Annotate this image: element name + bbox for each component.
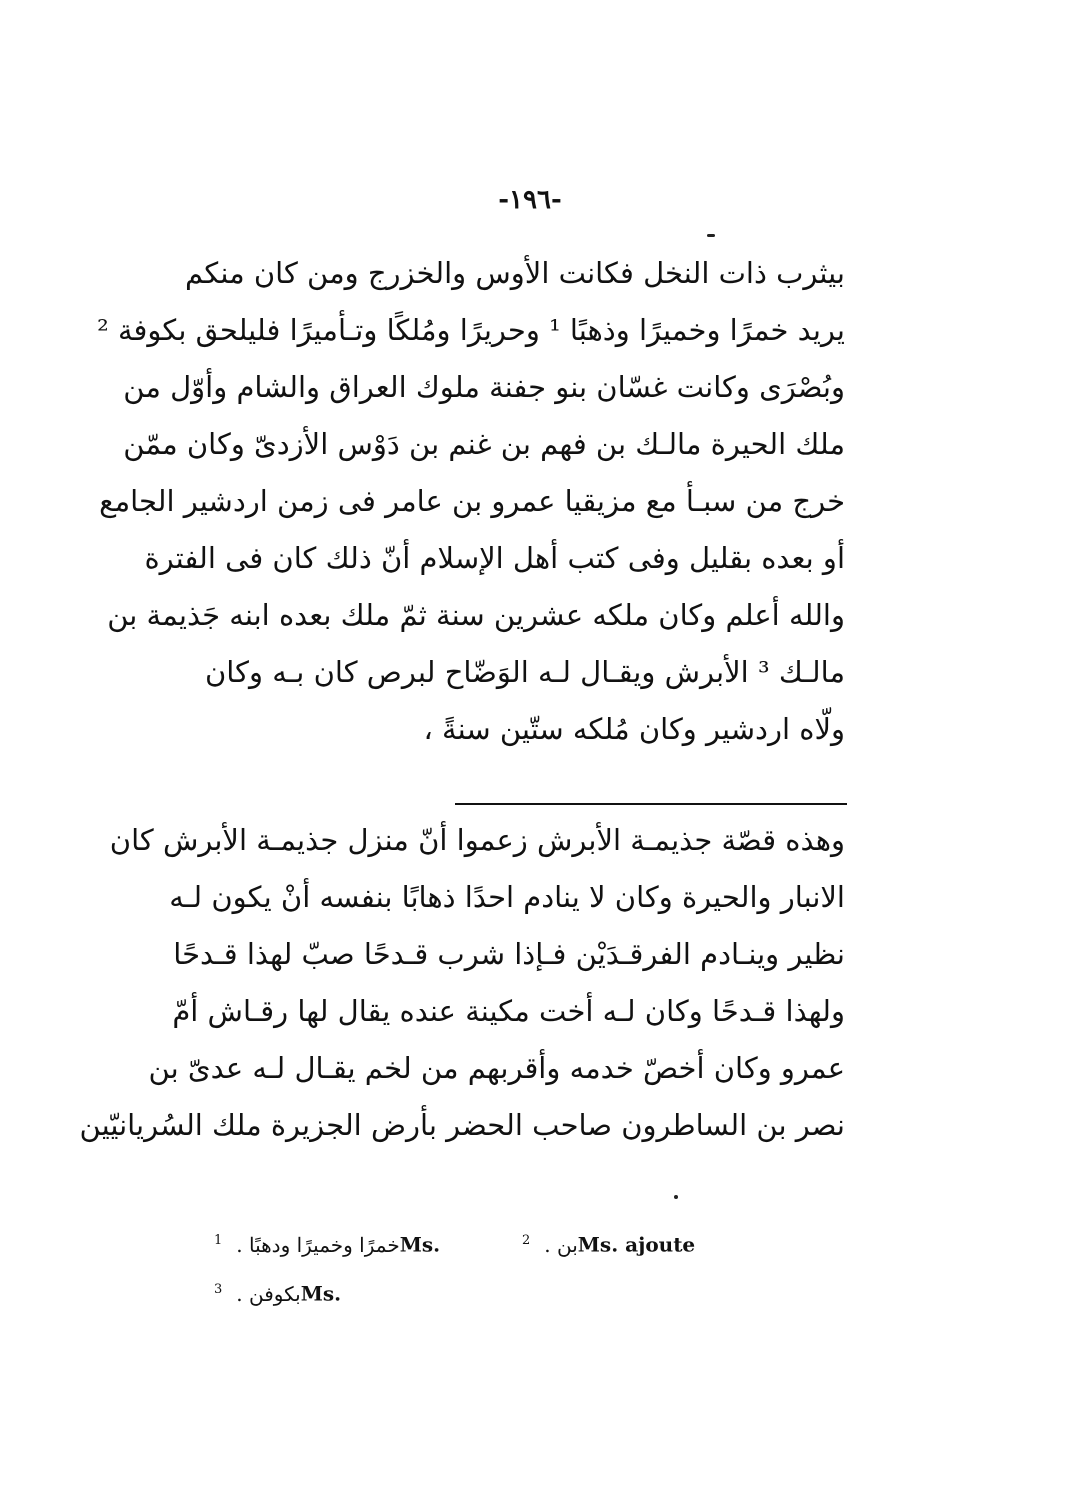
text-line: مالـك ³ الأبرش ويقـال لـه الوَضّاح لبرص كان بـه وكان [205, 655, 845, 689]
text-line: عمرو وكان أخصّ خدمه وأقربهم من لخم يقـال لـه عدىّ بن [148, 1051, 845, 1085]
footnote-1 [214, 1227, 440, 1259]
text-line: وهذه قصّة جذيمـة الأبرش زعموا أنّ منزل جذيمـة الأبرش كان [109, 823, 845, 857]
footnote-marker: 3 [214, 1282, 223, 1297]
footnote-2 [522, 1227, 695, 1259]
text-line: والله أعلم وكان ملكه عشرين سنة ثمّ ملك بعده ابنه جَذيمة بن [107, 598, 845, 632]
text-line: وبُصْرَى وكانت غسّان بنو جفنة ملوك العراق والشام وأوّل من [123, 370, 845, 404]
footnote-arabic: بن . [544, 1232, 578, 1257]
text-line: أو بعده بقليل وفى كتب أهل الإسلام أنّ ذلك كان فى الفترة [144, 541, 845, 575]
footnote-3 [214, 1276, 341, 1308]
text-line: يريد خمرًا وخميرًا وذهبًا ¹ وحريرًا ومُلكًا وتـأميرًا فليلحق بكوفة ² [97, 313, 845, 347]
footnote-ms-label: Ms. [399, 1232, 441, 1257]
footnote-marker: 2 [522, 1233, 531, 1248]
text-line: ولّاه اردشير وكان مُلكه ستّين سنةً ، [423, 712, 845, 746]
footnote-arabic: خمرًا وخميرًا ودهبًا . [236, 1232, 400, 1257]
footnote-arabic: بكوفن . [236, 1281, 301, 1306]
text-line: ولهذا قـدحًا وكان لـه أخت مكينة عنده يقال لها رقـاش أمّ [172, 994, 845, 1028]
main-text-block-2 [79, 812, 845, 1154]
footnote-ms-label: Ms. ajoute [577, 1232, 696, 1257]
text-line: خرج من سبـأ مع مزيقيا عمرو بن عامر فى زمن اردشير الجامع [99, 484, 845, 518]
text-line: ملك الحيرة مالـك بن فهم بن غنم بن دَوْس الأزدىّ وكان ممّن [123, 427, 845, 461]
page-number: -١٩٦- [498, 185, 562, 215]
footnote-marker: 1 [214, 1233, 223, 1248]
end-dot [674, 1195, 678, 1199]
text-line: نظير وينـادم الفرقـدَيْن فـإذا شرب قـدحًا صبّ لهذا قـدحًا [173, 937, 845, 971]
text-line: الانبار والحيرة وكان لا ينادم احدًا ذهابًا بنفسه أنْ يكون لـه [169, 880, 845, 914]
section-divider [455, 803, 847, 805]
text-line: نصر بن الساطرون صاحب الحضر بأرض الجزيرة ملك السُريانيّين [79, 1108, 845, 1142]
footnote-ms-label: Ms. [300, 1281, 342, 1306]
text-line: بيثرب ذات النخل فكانت الأوس والخزرج ومن كان منكم [185, 256, 845, 290]
main-text-block-1 [97, 245, 845, 758]
top-mark [707, 234, 715, 237]
